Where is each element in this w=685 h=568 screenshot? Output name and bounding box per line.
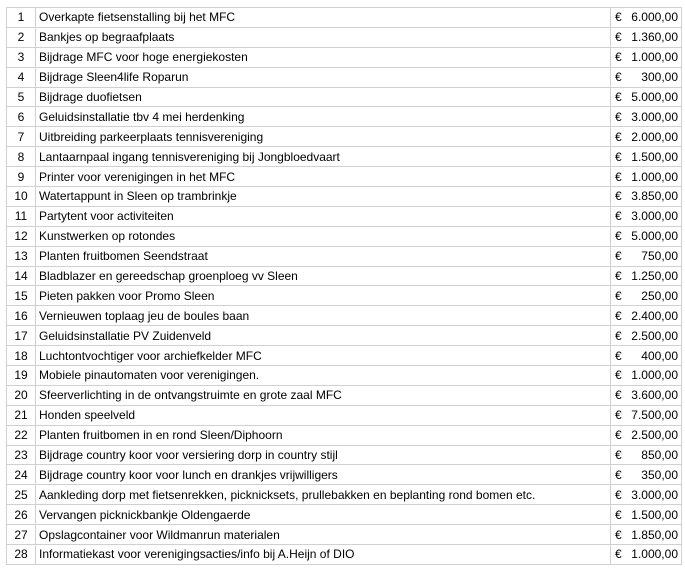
amount-value: 1.850,00 — [631, 527, 678, 542]
description-cell[interactable]: Luchtontvochtiger voor archiefkelder MFC — [36, 346, 611, 366]
description-cell[interactable]: Vervangen picknickbankje Oldengaerde — [36, 505, 611, 525]
amount-cell[interactable] — [611, 27, 682, 47]
table-row — [7, 505, 682, 525]
table-row — [7, 27, 682, 47]
table-row — [7, 326, 682, 346]
currency-symbol: € — [615, 547, 622, 562]
table-body — [7, 8, 682, 565]
amount-wrapper — [614, 446, 678, 464]
description-cell[interactable]: Vernieuwen toplaag jeu de boules baan — [36, 306, 611, 326]
amount-cell[interactable] — [611, 525, 682, 545]
amount-value: 5.000,00 — [631, 229, 678, 244]
currency-symbol: € — [615, 288, 622, 303]
description-cell[interactable]: Bankjes op begraafplaats — [36, 27, 611, 47]
table-row — [7, 525, 682, 545]
row-number-cell[interactable]: 13 — [7, 246, 36, 266]
amount-wrapper — [614, 108, 678, 126]
table-row — [7, 167, 682, 187]
currency-symbol: € — [615, 308, 622, 323]
amount-value: 2.400,00 — [631, 308, 678, 323]
currency-symbol: € — [615, 90, 622, 104]
amount-cell[interactable] — [611, 67, 682, 87]
spreadsheet — [6, 7, 682, 565]
row-number-cell[interactable]: 15 — [7, 286, 36, 306]
amount-value: 1.000,00 — [631, 50, 678, 65]
currency-symbol: € — [615, 169, 622, 184]
table-row — [7, 346, 682, 366]
table-row — [7, 385, 682, 405]
amount-value: 3.000,00 — [631, 109, 678, 124]
description-cell[interactable]: Partytent voor activiteiten — [36, 206, 611, 226]
amount-value: 6.000,00 — [631, 10, 678, 25]
description-cell[interactable]: Uitbreiding parkeerplaats tennisvereniging — [36, 127, 611, 147]
amount-cell[interactable] — [611, 505, 682, 525]
amount-wrapper — [614, 8, 678, 26]
description-cell[interactable]: Watertappunt in Sleen op trambrinkje — [36, 187, 611, 207]
amount-value: 3.000,00 — [631, 487, 678, 502]
row-number-cell[interactable]: 3 — [7, 47, 36, 67]
row-number-cell[interactable]: 24 — [7, 465, 36, 485]
description-cell[interactable]: Opslagcontainer voor Wildmanrun materialen — [36, 525, 611, 545]
row-number-cell[interactable]: 2 — [7, 27, 36, 47]
description-cell[interactable]: Pieten pakken voor Promo Sleen — [36, 286, 611, 306]
table-row — [7, 306, 682, 326]
amount-wrapper — [614, 486, 678, 504]
amount-cell[interactable] — [611, 206, 682, 226]
amount-value: 1.000,00 — [631, 169, 678, 184]
currency-symbol: € — [615, 30, 622, 45]
amount-cell[interactable] — [611, 366, 682, 386]
row-number-cell[interactable]: 14 — [7, 266, 36, 286]
amount-cell[interactable] — [611, 226, 682, 246]
amount-wrapper — [614, 207, 678, 225]
amount-wrapper — [614, 466, 678, 484]
table-row — [7, 67, 682, 87]
amount-value: 7.500,00 — [631, 408, 678, 423]
amount-cell[interactable] — [611, 545, 682, 565]
currency-symbol: € — [615, 249, 622, 264]
currency-symbol: € — [615, 209, 622, 224]
row-number-cell[interactable]: 5 — [7, 87, 36, 107]
amount-cell[interactable] — [611, 346, 682, 366]
row-number-cell[interactable]: 28 — [7, 545, 36, 565]
row-number-cell[interactable]: 17 — [7, 326, 36, 346]
amount-wrapper — [614, 307, 678, 325]
table-row — [7, 87, 682, 107]
amount-cell[interactable] — [611, 127, 682, 147]
currency-symbol: € — [615, 448, 622, 463]
amount-cell[interactable] — [611, 87, 682, 107]
description-cell[interactable]: Bijdrage duofietsen — [36, 87, 611, 107]
amount-value: 750,00 — [641, 249, 678, 264]
row-number-cell[interactable]: 9 — [7, 167, 36, 187]
currency-symbol: € — [615, 10, 622, 25]
amount-cell[interactable] — [611, 167, 682, 187]
amount-value: 850,00 — [641, 448, 678, 463]
amount-wrapper — [614, 88, 678, 106]
amount-cell[interactable] — [611, 306, 682, 326]
amount-cell[interactable] — [611, 147, 682, 167]
description-cell[interactable]: Aankleding dorp met fietsenrekken, picknicksets, prullebakken en beplanting rond bomen etc. — [36, 485, 611, 505]
amount-wrapper — [614, 506, 678, 524]
amount-value: 350,00 — [641, 467, 678, 482]
amount-value: 400,00 — [641, 348, 678, 363]
amount-value: 1.500,00 — [631, 507, 678, 522]
amount-value: 3.000,00 — [631, 209, 678, 224]
description-cell[interactable]: Bijdrage Sleen4life Roparun — [36, 67, 611, 87]
currency-symbol: € — [615, 149, 622, 164]
amount-wrapper — [614, 148, 678, 166]
table-row — [7, 8, 682, 28]
currency-symbol: € — [615, 408, 622, 423]
amount-cell[interactable] — [611, 485, 682, 505]
currency-symbol: € — [615, 487, 622, 502]
currency-symbol: € — [615, 348, 622, 363]
row-number-cell[interactable]: 25 — [7, 485, 36, 505]
amount-value: 2.500,00 — [631, 328, 678, 343]
table-row — [7, 445, 682, 465]
currency-symbol: € — [615, 428, 622, 443]
table-row — [7, 187, 682, 207]
currency-symbol: € — [615, 467, 622, 482]
table-row — [7, 425, 682, 445]
amount-value: 1.000,00 — [631, 368, 678, 383]
amount-value: 3.850,00 — [631, 189, 678, 204]
project-table — [6, 7, 682, 565]
description-cell[interactable]: Geluidsinstallatie tbv 4 mei herdenking — [36, 107, 611, 127]
amount-cell[interactable] — [611, 326, 682, 346]
amount-value: 2.500,00 — [631, 428, 678, 443]
description-cell[interactable]: Sfeerverlichting in de ontvangstruimte en grote zaal MFC — [36, 385, 611, 405]
amount-wrapper — [614, 187, 678, 205]
description-cell[interactable]: Kunstwerken op rotondes — [36, 226, 611, 246]
amount-wrapper — [614, 48, 678, 66]
amount-wrapper — [614, 347, 678, 365]
amount-cell[interactable] — [611, 246, 682, 266]
description-cell[interactable]: Bijdrage MFC voor hoge energiekosten — [36, 47, 611, 67]
amount-cell[interactable] — [611, 286, 682, 306]
row-number-cell[interactable]: 16 — [7, 306, 36, 326]
table-row — [7, 286, 682, 306]
amount-wrapper — [614, 327, 678, 345]
amount-wrapper — [614, 526, 678, 544]
amount-wrapper — [614, 227, 678, 245]
amount-wrapper — [614, 28, 678, 46]
description-cell[interactable]: Bijdrage country koor voor lunch en drankjes vrijwilligers — [36, 465, 611, 485]
table-row — [7, 266, 682, 286]
row-number-cell[interactable]: 23 — [7, 445, 36, 465]
description-cell[interactable]: Mobiele pinautomaten voor verenigingen. — [36, 366, 611, 386]
amount-wrapper — [614, 287, 678, 305]
row-number-cell[interactable]: 26 — [7, 505, 36, 525]
currency-symbol: € — [615, 189, 622, 204]
table-row — [7, 465, 682, 485]
amount-value: 250,00 — [641, 288, 678, 303]
currency-symbol: € — [615, 229, 622, 244]
amount-value: 1.250,00 — [631, 269, 678, 284]
description-cell[interactable]: Honden speelveld — [36, 405, 611, 425]
description-cell[interactable]: Planten fruitbomen in en rond Sleen/Diphoorn — [36, 425, 611, 445]
amount-value: 1.360,00 — [631, 30, 678, 45]
amount-wrapper — [614, 366, 678, 384]
row-number-cell[interactable]: 27 — [7, 525, 36, 545]
row-number-cell[interactable]: 21 — [7, 405, 36, 425]
row-number-cell[interactable]: 4 — [7, 67, 36, 87]
table-row — [7, 127, 682, 147]
currency-symbol: € — [615, 527, 622, 542]
currency-symbol: € — [615, 328, 622, 343]
amount-wrapper — [614, 426, 678, 444]
amount-wrapper — [614, 406, 678, 424]
amount-cell[interactable] — [611, 445, 682, 465]
description-cell[interactable]: Bladblazer en gereedschap groenploeg vv Sleen — [36, 266, 611, 286]
amount-cell[interactable] — [611, 385, 682, 405]
currency-symbol: € — [615, 388, 622, 403]
amount-wrapper — [614, 168, 678, 186]
amount-value: 1.000,00 — [631, 547, 678, 562]
row-number-cell[interactable]: 6 — [7, 107, 36, 127]
row-number-cell[interactable]: 10 — [7, 187, 36, 207]
amount-wrapper — [614, 247, 678, 265]
currency-symbol: € — [615, 269, 622, 284]
description-cell[interactable]: Lantaarnpaal ingang tennisvereniging bij Jongbloedvaart — [36, 147, 611, 167]
table-row — [7, 246, 682, 266]
currency-symbol: € — [615, 129, 622, 144]
table-row — [7, 366, 682, 386]
amount-wrapper — [614, 267, 678, 285]
row-number-cell[interactable]: 8 — [7, 147, 36, 167]
description-cell[interactable]: Overkapte fietsenstalling bij het MFC — [36, 8, 611, 28]
description-cell[interactable]: Printer voor verenigingen in het MFC — [36, 167, 611, 187]
row-number-cell[interactable]: 18 — [7, 346, 36, 366]
amount-cell[interactable] — [611, 405, 682, 425]
amount-value: 3.600,00 — [631, 388, 678, 403]
amount-cell[interactable] — [611, 107, 682, 127]
amount-cell[interactable] — [611, 465, 682, 485]
description-cell[interactable]: Informatiekast voor verenigingsacties/info bij A.Heijn of DIO — [36, 545, 611, 565]
currency-symbol: € — [615, 70, 622, 85]
table-row — [7, 147, 682, 167]
table-row — [7, 107, 682, 127]
amount-cell[interactable] — [611, 47, 682, 67]
table-row — [7, 405, 682, 425]
amount-value: 1.500,00 — [631, 149, 678, 164]
currency-symbol: € — [615, 109, 622, 124]
amount-wrapper — [614, 386, 678, 404]
amount-cell[interactable] — [611, 266, 682, 286]
description-cell[interactable]: Geluidsinstallatie PV Zuidenveld — [36, 326, 611, 346]
row-number-cell[interactable]: 11 — [7, 206, 36, 226]
amount-cell[interactable] — [611, 425, 682, 445]
table-row — [7, 545, 682, 565]
table-row — [7, 226, 682, 246]
amount-cell[interactable] — [611, 187, 682, 207]
amount-wrapper — [614, 545, 678, 563]
description-cell[interactable]: Planten fruitbomen Seendstraat — [36, 246, 611, 266]
table-row — [7, 47, 682, 67]
row-number-cell[interactable]: 7 — [7, 127, 36, 147]
currency-symbol: € — [615, 507, 622, 522]
currency-symbol: € — [615, 50, 622, 65]
currency-symbol: € — [615, 368, 622, 383]
table-row — [7, 206, 682, 226]
amount-value: 5.000,00 — [631, 90, 678, 104]
amount-wrapper — [614, 128, 678, 146]
amount-value: 300,00 — [641, 70, 678, 85]
description-cell[interactable]: Bijdrage country koor voor versiering dorp in country stijl — [36, 445, 611, 465]
table-row — [7, 485, 682, 505]
amount-value: 2.000,00 — [631, 129, 678, 144]
amount-cell[interactable] — [611, 8, 682, 28]
row-number-cell[interactable]: 19 — [7, 366, 36, 386]
row-number-cell[interactable]: 22 — [7, 425, 36, 445]
row-number-cell[interactable]: 1 — [7, 8, 36, 28]
amount-wrapper — [614, 68, 678, 86]
row-number-cell[interactable]: 12 — [7, 226, 36, 246]
row-number-cell[interactable]: 20 — [7, 385, 36, 405]
